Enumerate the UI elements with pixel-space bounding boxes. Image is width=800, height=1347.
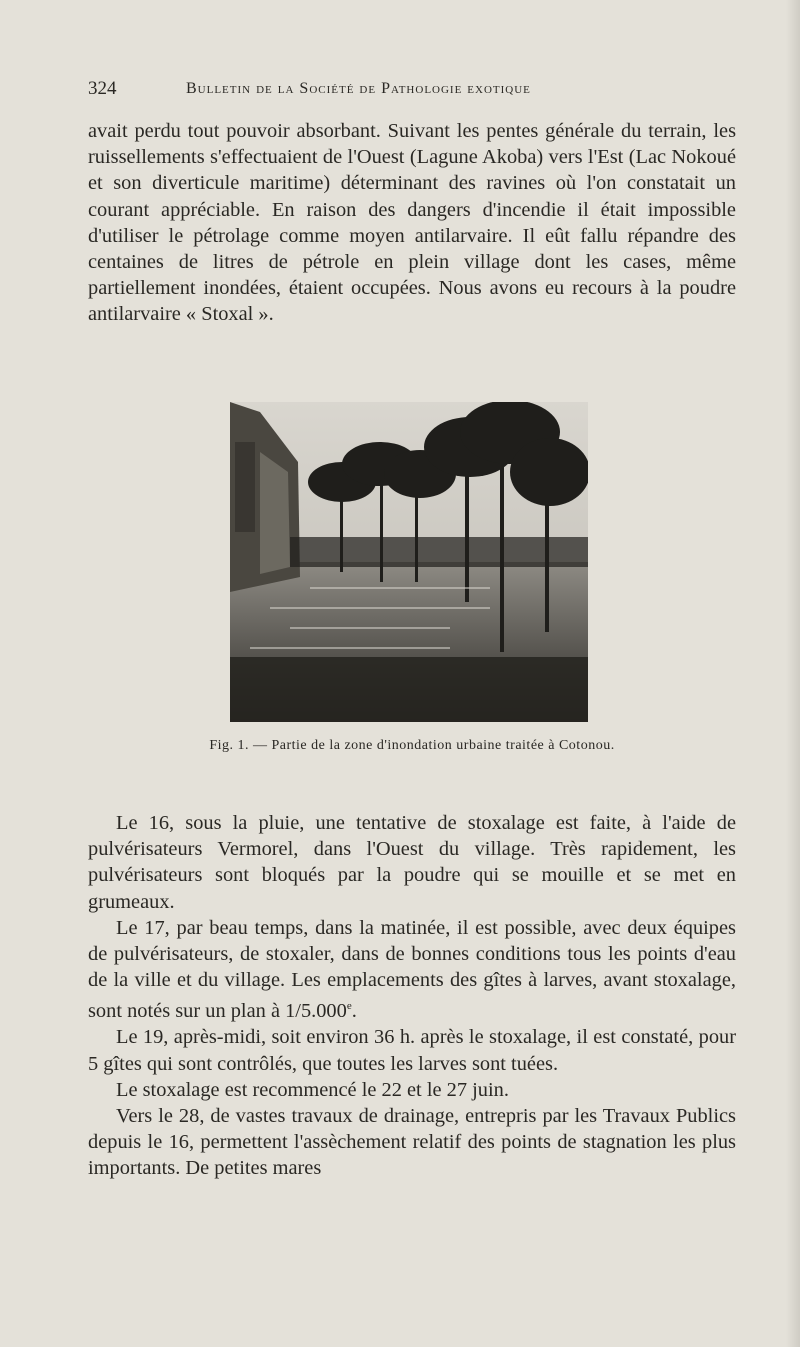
paragraph: Vers le 28, de vastes travaux de drainage, entrepris par les Travaux Publics depuis le 16, permettent l'assèchement relatif des points de stagnation les plus importants. De petites mares xyxy=(88,1105,736,1180)
page-header xyxy=(88,78,738,104)
running-title: Bulletin de la Société de Pathologie exotique xyxy=(186,80,531,97)
superscript: e xyxy=(346,1000,352,1013)
paragraph: Le 16, sous la pluie, une tentative de stoxalage est faite, à l'aide de pulvérisateurs Vermorel, dans l'Ouest du village. Très rapidement, les pulvérisateurs sont bloqués par la poudre qui se mouille et se met en grumeaux. xyxy=(88,812,736,913)
text-block-top xyxy=(88,118,736,328)
paragraph-end: . xyxy=(351,1000,357,1023)
flooded-street-photo xyxy=(230,402,588,722)
paragraph-text: Le 17, par beau temps, dans la matinée, il est possible, avec deux équipes de pulvérisateurs, de stoxaler, dans de bonnes conditions tous les points d'eau de la ville et du village. Les emplacements des gîtes à larves, avant stoxalage, sont notés sur un plan à 1/5.000 xyxy=(88,916,736,1023)
paragraph xyxy=(88,915,736,1025)
figure-caption: Fig. 1. — Partie de la zone d'inondation urbaine traitée à Cotonou. xyxy=(209,738,615,753)
text-block-bottom xyxy=(88,810,736,1182)
paragraph: avait perdu tout pouvoir absorbant. Suivant les pentes générale du terrain, les ruissellements s'effectuaient de l'Ouest (Lagune Akoba) vers l'Est (Lac Nokoué et son diverticule maritime) déterminant des ravines où l'on constatait un courant appréciable. En raison des dangers d'incendie il était impossible d'utiliser le pétrolage comme moyen antilarvaire. Il eût fallu répandre des centaines de litres de pétrole en plein village dont les cases, même partiellement inondées, étaient occupées. Nous avons eu recours à la poudre antilarvaire « Stoxal ». xyxy=(88,120,736,326)
page-number: 324 xyxy=(88,78,117,99)
paragraph: Le stoxalage est recommencé le 22 et le 27 juin. xyxy=(116,1078,509,1101)
figure-photograph xyxy=(230,402,588,722)
paragraph: Le 19, après-midi, soit environ 36 h. après le stoxalage, il est constaté, pour 5 gîtes qui sont contrôlés, que toutes les larves sont tuées. xyxy=(88,1026,736,1075)
page-edge xyxy=(786,0,800,1347)
